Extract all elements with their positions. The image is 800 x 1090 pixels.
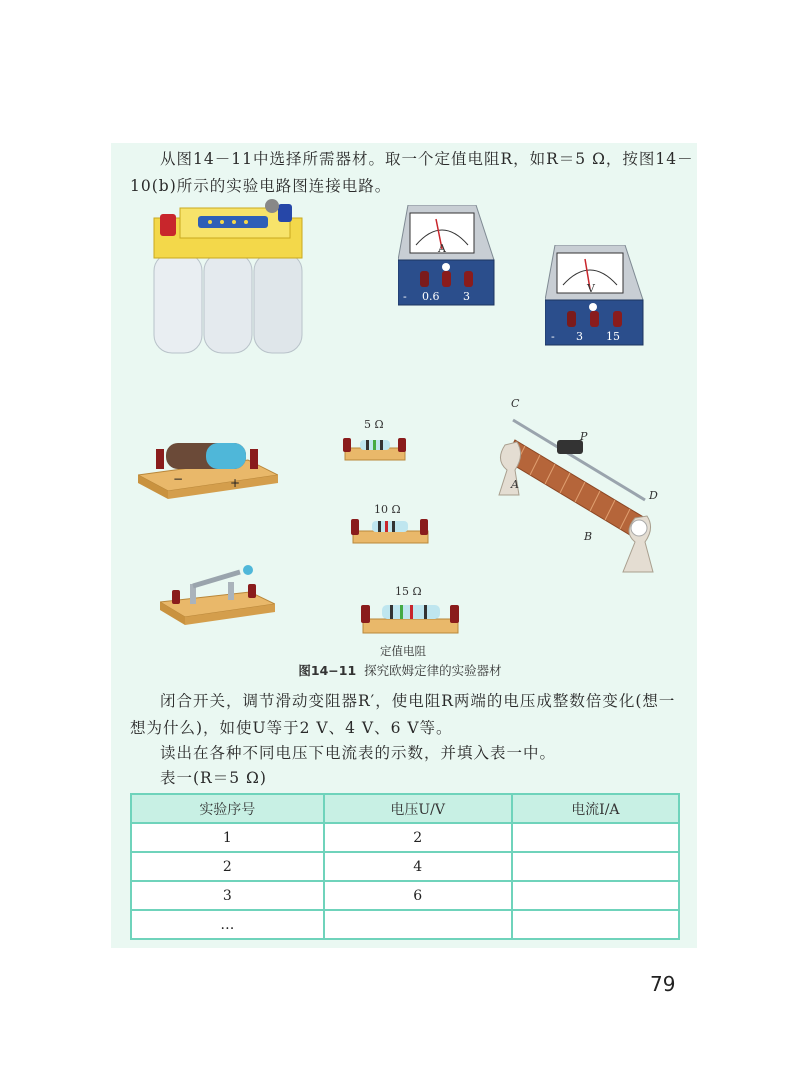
cell-trial: 2 <box>131 852 324 881</box>
ammeter-scale-3: 3 <box>463 290 470 303</box>
intro-line-2: 10(b)所示的实验电路图连接电路。 <box>130 177 392 195</box>
rheostat-terminal-a: A <box>511 478 519 491</box>
resistor-5-label: 5 Ω <box>364 418 384 431</box>
voltmeter-symbol: V <box>587 282 595 295</box>
rheostat-terminal-b: B <box>584 530 593 543</box>
ammeter-illustration <box>398 205 498 310</box>
table-title: 表一(R＝5 Ω) <box>160 769 267 787</box>
voltmeter-scale-3: 3 <box>576 330 583 343</box>
intro-line-1: 从图14－11中选择所需器材。取一个定值电阻R，如R＝5 Ω，按图14－ <box>160 150 694 168</box>
fixed-resistor-caption: 定值电阻 <box>380 644 426 658</box>
resistor-15-illustration <box>358 597 463 637</box>
header-voltage: 电压U/V <box>324 794 512 823</box>
voltmeter-illustration <box>545 245 645 350</box>
cell-voltage: 2 <box>324 823 512 852</box>
table-row <box>131 910 679 939</box>
cell-voltage: 6 <box>324 881 512 910</box>
figure-number: 图14−11 <box>298 663 357 678</box>
header-trial: 实验序号 <box>131 794 324 823</box>
resistor-10-illustration <box>348 513 433 545</box>
header-current: 电流I/A <box>512 794 679 823</box>
ammeter-scale-0-6: 0.6 <box>422 290 440 303</box>
cell-voltage <box>324 910 512 939</box>
cell-holder-illustration <box>138 435 278 500</box>
table-row <box>131 852 679 881</box>
voltmeter-scale-15: 15 <box>606 330 620 343</box>
table-row <box>131 881 679 910</box>
cell-current[interactable] <box>512 910 679 939</box>
cell-current[interactable] <box>512 852 679 881</box>
rheostat-terminal-c: C <box>511 397 520 410</box>
resistor-15-label: 15 Ω <box>395 585 422 598</box>
figure-title: 探究欧姆定律的实验器材 <box>364 663 502 678</box>
cell-trial: 3 <box>131 881 324 910</box>
figure-caption <box>0 661 800 679</box>
rheostat-terminal-p: P <box>580 430 588 443</box>
svg-text:−: − <box>173 472 184 486</box>
cell-current[interactable] <box>512 823 679 852</box>
rheostat-illustration <box>495 400 670 580</box>
rheostat-terminal-d: D <box>649 489 658 502</box>
resistor-5-illustration <box>340 432 410 462</box>
cell-voltage: 4 <box>324 852 512 881</box>
table-row <box>131 823 679 852</box>
battery-illustration <box>150 198 310 363</box>
body-para2: 读出在各种不同电压下电流表的示数，并填入表一中。 <box>160 744 557 762</box>
knife-switch-illustration <box>160 562 275 637</box>
ammeter-symbol: A <box>438 242 446 255</box>
svg-text:+: + <box>230 476 241 490</box>
body-para1-line1: 闭合开关，调节滑动变阻器R′，使电阻R两端的电压成整数倍变化(想一 <box>160 692 676 710</box>
resistor-10-label: 10 Ω <box>374 503 401 516</box>
table-header-row <box>131 794 679 823</box>
body-para1-line2: 想为什么)，如使U等于2 V、4 V、6 V等。 <box>130 719 453 737</box>
cell-trial: 1 <box>131 823 324 852</box>
cell-current[interactable] <box>512 881 679 910</box>
cell-trial: … <box>131 910 324 939</box>
page-number: 79 <box>650 972 676 996</box>
data-table <box>130 793 680 940</box>
ammeter-scale-neg: - <box>403 290 407 303</box>
voltmeter-scale-neg: - <box>551 330 555 343</box>
